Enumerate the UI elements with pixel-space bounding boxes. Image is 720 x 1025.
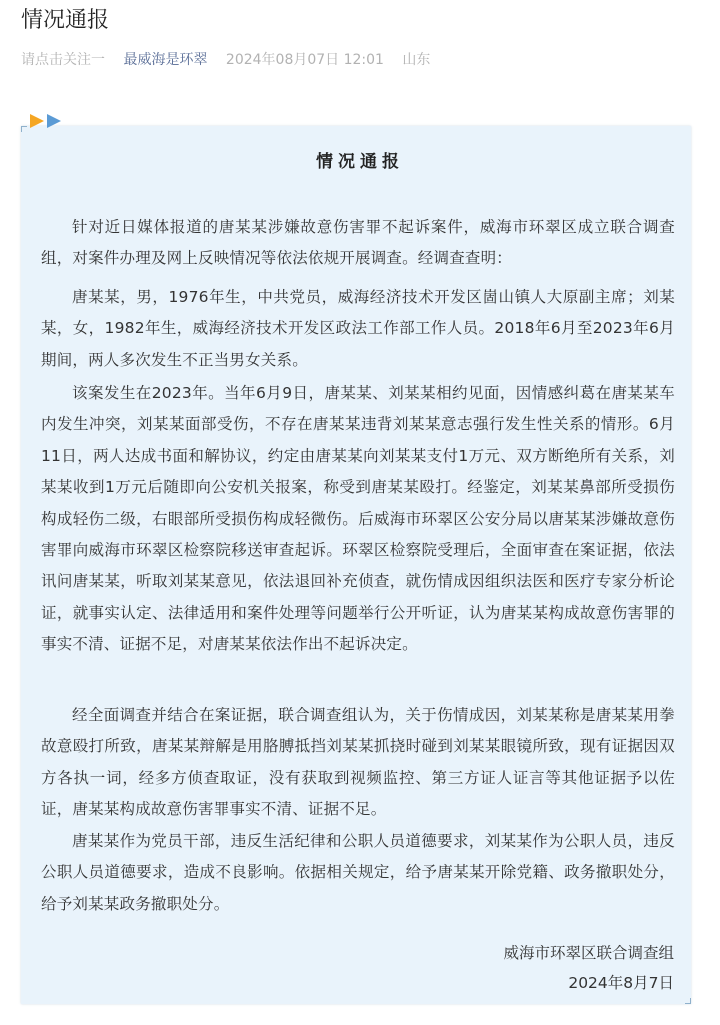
article-meta xyxy=(21,50,444,70)
notice-paragraph: 唐某某作为党员干部，违反生活纪律和公职人员道德要求，刘某某作为公职人员，违反公职人员道德要求，造成不良影响。依据相关规定，给予唐某某开除党籍、政务撤职处分，给予刘某某政务撤职处分。 xyxy=(41,832,675,913)
article-title: 情况通报 xyxy=(21,8,110,33)
notice-signature: 威海市环翠区联合调查组 xyxy=(503,944,674,962)
publish-time: 2024年08月07日 12:01 xyxy=(225,52,384,68)
notice-paragraph: 唐某某，男，1976年生，中共党员，威海经济技术开发区崮山镇人大原副主席；刘某某，女，1982年生，威海经济技术开发区政法工作部工作人员。2018年6月至2023年6月期间，两人多次发生不正当男女关系。 xyxy=(41,288,675,369)
notice-date: 2024年8月7日 xyxy=(568,974,674,992)
follow-prompt[interactable]: 请点击关注一 xyxy=(21,52,105,68)
notice-paragraph: 经全面调查并结合在案证据，联合调查组认为，关于伤情成因，刘某某称是唐某某用拳故意殴打所致，唐某某辩解是用胳膊抵挡刘某某抓挠时碰到刘某某眼镜所致，现有证据因双方各执一词，经多方侦查取证，没有获取到视频监控、第三方证人证言等其他证据予以佐证，唐某某构成故意伤害罪事实不清、证据不足。 xyxy=(41,706,675,819)
notice-paragraph: 针对近日媒体报道的唐某某涉嫌故意伤害罪不起诉案件，威海市环翠区成立联合调查组，对案件办理及网上反映情况等依法依规开展调查。经调查查明： xyxy=(41,218,675,268)
decorative-arrow-icon xyxy=(30,112,70,130)
notice-paragraph: 该案发生在2023年。当年6月9日，唐某某、刘某某相约见面，因情感纠葛在唐某某车内发生冲突，刘某某面部受伤，不存在唐某某违背刘某某意志强行发生性关系的情形。6月11日，两人达成书面和解协议，约定由唐某某向刘某某支付1万元、双方断绝所有关系，刘某某收到1万元后随即向公安机关报案，称受到唐某某殴打。经鉴定，刘某某鼻部所受损伤构成轻伤二级，右眼部所受损伤构成轻微伤。后威海市环翠区公安分局以唐某某涉嫌故意伤害罪向威海市环翠区检察院移送审查起诉。环翠区检察院受理后，全面审查在案证据，依法讯问唐某某，听取刘某某意见，依法退回补充侦查，就伤情成因组织法医和医疗专家分析论证，就事实认定、法律适用和案件处理等问题举行公开听证，认为唐某某构成故意伤害罪的事实不清、证据不足，对唐某某依法作出不起诉决定。 xyxy=(41,384,675,654)
location: 山东 xyxy=(402,52,431,68)
notice-heading: 情况通报 xyxy=(316,152,404,172)
account-name-link[interactable]: 最威海是环翠 xyxy=(123,52,208,68)
